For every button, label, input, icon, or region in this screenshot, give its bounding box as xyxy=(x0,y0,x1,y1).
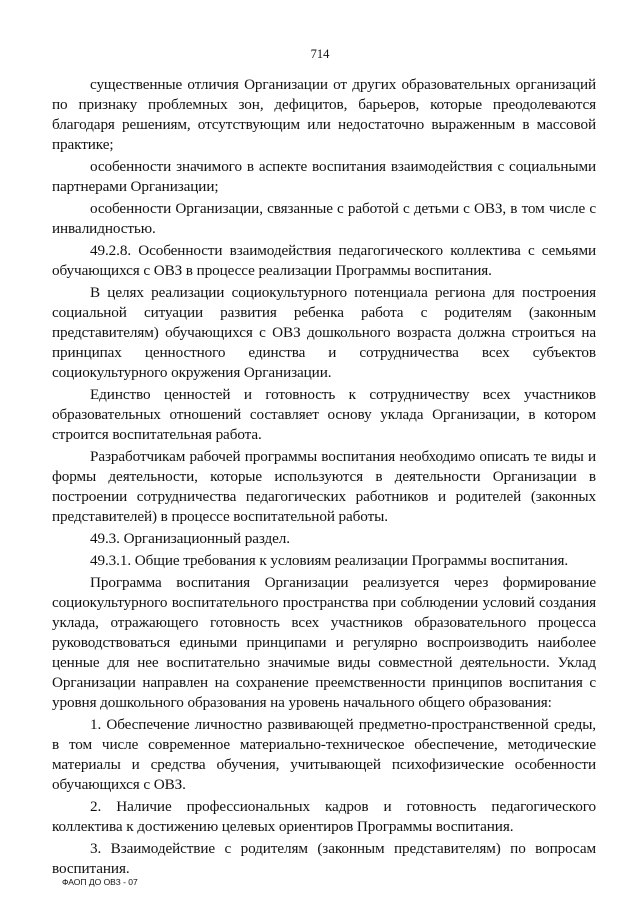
document-body xyxy=(52,75,596,881)
paragraph-social-partners: особенности значимого в аспекте воспитания взаимодействия с социальными партнерами Организации; xyxy=(52,158,596,195)
paragraph-developers: Разработчикам рабочей программы воспитания необходимо описать те виды и формы деятельности, которые используются в деятельности Организации в построении сотрудничества педагогических работников и родителей (законных представителей) в процессе воспитательной работы. xyxy=(52,448,596,525)
paragraph-differences: существенные отличия Организации от других образовательных организаций по признаку проблемных зон, дефицитов, барьеров, которые преодолеваются благодаря решениям, отсутствующим или недостаточно выраженным в массовой практике; xyxy=(52,76,596,153)
paragraph-disability-work: особенности Организации, связанные с работой с детьми с ОВЗ, в том числе с инвалидностью. xyxy=(52,200,596,237)
paragraph-program-implementation: Программа воспитания Организации реализуется через формирование социокультурного воспитательного пространства при соблюдении условий создания уклада, отражающего готовность всех участников образовательного процесса руководствоваться едиными принципами и регулярно воспроизводить наиболее ценные для нее воспитательно значимые виды совместной деятельности. Уклад Организации направлен на сохранение преемственности принципов воспитания с уровня дошкольного образования на уровень начального общего образования: xyxy=(52,574,596,711)
section-heading-49-2-8: 49.2.8. Особенности взаимодействия педагогического коллектива с семьями обучающихся с ОВЗ в процессе реализации Программы воспитания. xyxy=(52,242,596,279)
paragraph-regional-potential: В целях реализации социокультурного потенциала региона для построения социальной ситуации развития ребенка работа с родителям (законным представителям) обучающихся с ОВЗ дошкольного возраста должна строиться на принципах ценностного единства и сотрудничества всех субъектов социокультурного окружения Организации. xyxy=(52,284,596,381)
page-number: 714 xyxy=(310,47,330,61)
page-footer: ФАОП ДО ОВЗ - 07 xyxy=(62,877,138,887)
section-heading-49-3: 49.3. Организационный раздел. xyxy=(90,530,290,547)
paragraph-unity-of-values: Единство ценностей и готовность к сотрудничеству всех участников образовательных отношений составляет основу уклада Организации, в котором строится воспитательная работа. xyxy=(52,386,596,443)
section-heading-49-3-1: 49.3.1. Общие требования к условиям реализации Программы воспитания. xyxy=(90,552,569,569)
list-item-3: 3. Взаимодействие с родителям (законным представителям) по вопросам воспитания. xyxy=(52,840,596,877)
list-item-2: 2. Наличие профессиональных кадров и готовность педагогического коллектива к достижению целевых ориентиров Программы воспитания. xyxy=(52,798,596,835)
list-item-1: 1. Обеспечение личностно развивающей предметно-пространственной среды, в том числе современное материально-техническое обеспечение, методические материалы и средства обучения, учитывающей психофизические особенности обучающихся с ОВЗ. xyxy=(52,716,596,793)
